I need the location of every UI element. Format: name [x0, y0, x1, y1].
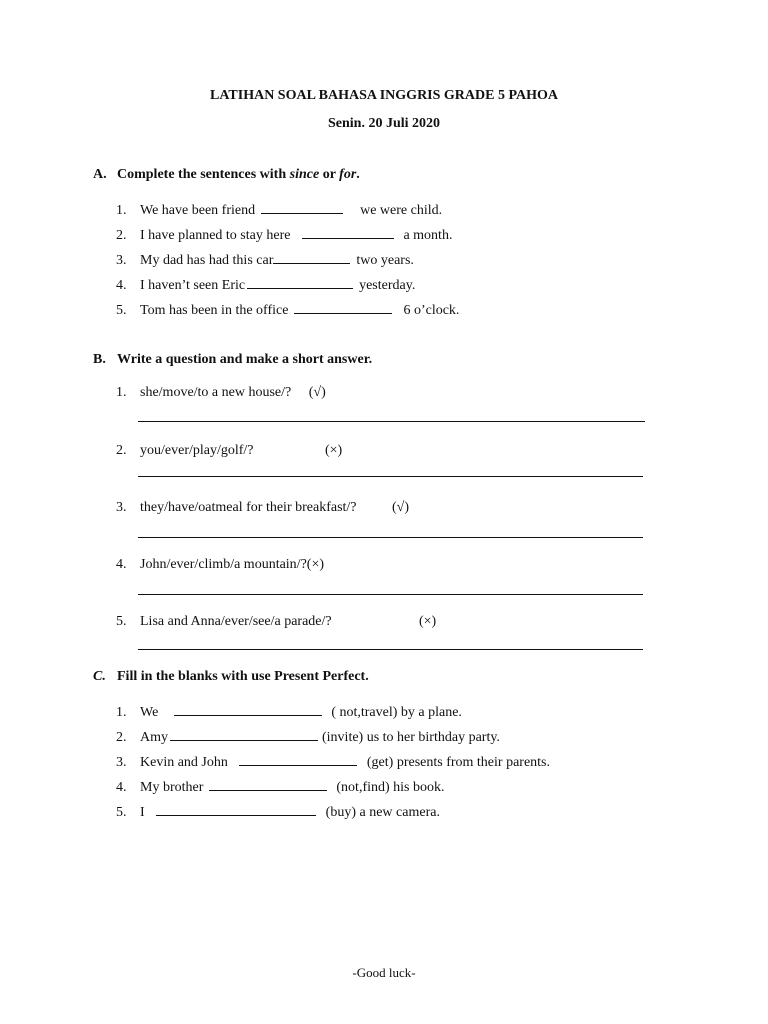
- answer-line[interactable]: [138, 537, 643, 538]
- answer-blank[interactable]: [209, 779, 327, 791]
- section-a-item: 3. My dad has had this car two years.: [116, 253, 414, 268]
- section-a-item: 2. I have planned to stay here a month.: [116, 228, 453, 243]
- section-b-item: 2. you/ever/play/golf/? (×): [116, 443, 343, 458]
- section-b-item: 1. she/move/to a new house/? (√): [116, 385, 326, 400]
- worksheet-date: Senin. 20 Juli 2020: [327, 116, 441, 131]
- answer-blank[interactable]: [174, 704, 322, 716]
- section-a-item: 5. Tom has been in the office 6 o’clock.: [116, 303, 460, 318]
- section-c-item: 3. Kevin and John (get) presents from their parents.: [116, 755, 550, 770]
- answer-line[interactable]: [138, 476, 643, 477]
- section-c-item: 5. I (buy) a new camera.: [116, 805, 440, 820]
- section-c-item: 4. My brother (not,find) his book.: [116, 780, 445, 795]
- section-b-item: 3. they/have/oatmeal for their breakfast/? (√): [116, 500, 410, 515]
- answer-blank[interactable]: [170, 729, 318, 741]
- answer-line[interactable]: [138, 649, 643, 650]
- answer-blank[interactable]: [239, 754, 357, 766]
- answer-line[interactable]: [138, 421, 645, 422]
- answer-line[interactable]: [138, 594, 643, 595]
- section-c-item: 2. Amy (invite) us to her birthday party.: [116, 730, 500, 745]
- section-b-heading: B. Write a question and make a short answer.: [93, 352, 373, 367]
- section-c-heading: C. Fill in the blanks with use Present Perfect.: [93, 669, 369, 684]
- answer-blank[interactable]: [294, 302, 392, 314]
- section-a-text: Complete the sentences with since or for.: [117, 167, 360, 182]
- answer-blank[interactable]: [156, 804, 316, 816]
- section-b-item: 5. Lisa and Anna/ever/see/a parade/? (×): [116, 614, 437, 629]
- footer-good-luck: -Good luck-: [352, 965, 416, 980]
- section-a-heading: [93, 167, 360, 183]
- answer-blank[interactable]: [273, 252, 350, 264]
- section-a-item: 4. I haven’t seen Eric yesterday.: [116, 278, 416, 293]
- section-b-item: 4. John/ever/climb/a mountain/?(×): [116, 557, 325, 572]
- answer-blank[interactable]: [247, 277, 353, 289]
- answer-blank[interactable]: [261, 202, 343, 214]
- answer-blank[interactable]: [302, 227, 394, 239]
- section-a-letter: A.: [93, 167, 107, 182]
- section-c-item: 1. We ( not,travel) by a plane.: [116, 705, 462, 720]
- section-a-item: 1. We have been friend we were child.: [116, 203, 443, 218]
- worksheet-title: LATIHAN SOAL BAHASA INGGRIS GRADE 5 PAHOA: [210, 88, 558, 103]
